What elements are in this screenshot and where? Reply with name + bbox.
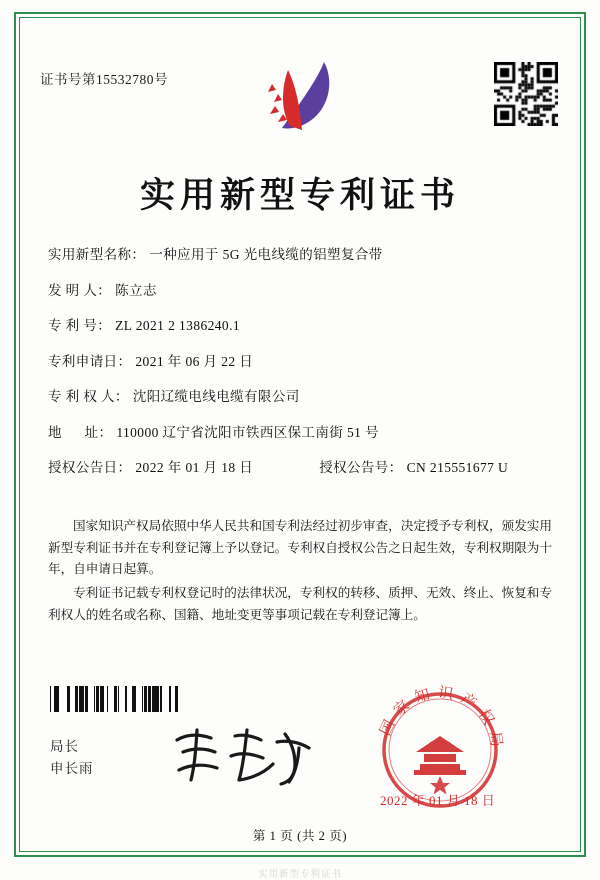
field-label: 专 利 权 人： (48, 389, 129, 404)
signatory-block (50, 736, 94, 781)
seal-date: 2022 年 01 月 18 日 (380, 793, 496, 808)
fields-list (48, 243, 552, 492)
field-value-grant-date: 2022 年 01 月 18 日 (135, 460, 254, 475)
field-row (48, 243, 552, 263)
field-value: 陈立志 (115, 282, 157, 298)
page-title: 实用新型专利证书 (139, 175, 460, 216)
field-value: 110000 辽宁省沈阳市铁西区保工南街 51 号 (116, 424, 379, 440)
field-label: 实用新型名称： (48, 247, 146, 262)
legal-paragraph-1: 国家知识产权局依照中华人民共和国专利法经过初步审查，决定授予专利权，颁发实用新型专利证书并在专利登记簿上予以登记。专利权自授权公告之日起生效，专利权期限为十年，自申请日起算。 (48, 519, 552, 577)
qr-code-icon (494, 62, 558, 126)
field-label: 专 利 号： (48, 318, 112, 333)
field-label: 发 明 人： (48, 282, 112, 298)
field-row-split (48, 456, 552, 476)
footer-note: 实用新型专利证书 (257, 870, 342, 880)
field-row (48, 279, 552, 299)
field-label-grant-date: 授权公告日： (48, 460, 132, 475)
field-value-grant-number: CN 215551677 U (406, 460, 509, 475)
legal-paragraph-2: 专利证书记载专利权登记时的法律状况，专利权的转移、质押、无效、终止、恢复和专利权人的姓名或名称、国籍、地址变更等事项记载在专利登记簿上。 (48, 585, 552, 622)
field-value: 沈阳辽缆电线电缆有限公司 (132, 389, 300, 404)
field-row (48, 350, 552, 370)
cnipa-logo-icon (262, 56, 348, 136)
svg-text:国家知识产权局: 国家知识产权局 (376, 683, 507, 755)
field-label-grant-number: 授权公告号： (319, 460, 403, 475)
field-label: 专利申请日： (48, 353, 132, 369)
field-value: 2021 年 06 月 22 日 (135, 353, 254, 369)
signatory-name: 申长雨 (50, 761, 94, 777)
field-value: 一种应用于 5G 光电线缆的铝塑复合带 (149, 247, 383, 262)
handwritten-signature-icon (165, 722, 325, 792)
legal-text (48, 516, 552, 628)
signatory-role: 局长 (50, 739, 79, 754)
field-row (48, 421, 552, 441)
field-value: ZL 2021 2 1386240.1 (115, 318, 240, 333)
barcode-icon (50, 686, 180, 712)
certificate-number: 证书号第15532780号 (40, 72, 168, 87)
field-row (48, 385, 552, 405)
field-row (48, 314, 552, 334)
field-label: 地 址： (48, 424, 113, 440)
page-indicator: 第 1 页 (共 2 页) (252, 829, 348, 843)
